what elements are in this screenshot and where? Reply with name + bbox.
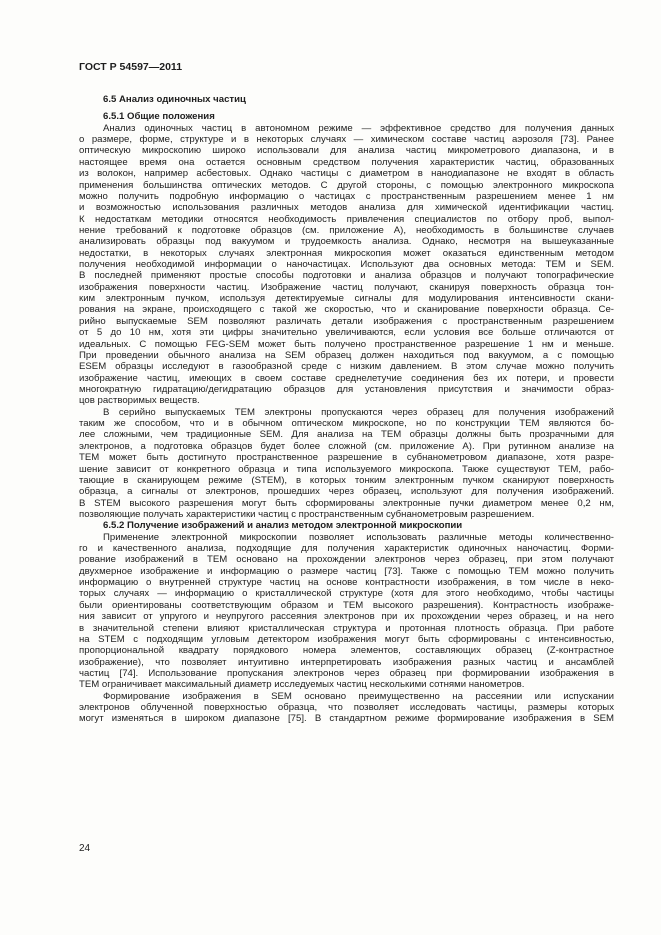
text-line: на STEM с подходящим угловым детектором изображения могут быть сформированы с интенсивностью, — [79, 633, 614, 645]
text-line: нение требований к подготовке образцов (см. приложение А), необходимость в большинстве случаев — [79, 224, 614, 236]
page-header-standard-number: ГОСТ Р 54597—2011 — [79, 61, 183, 73]
subsection-title-imaging: 6.5.2 Получение изображений и анализ методом электронной микроскопии — [103, 520, 463, 532]
text-line: ния зависит от упругого и неупругого рассеяния электронов при их прохождении через образец, и на него — [79, 611, 614, 623]
text-line: о размере, форме, структуре и в некоторых случаях — химическом составе частиц аэрозоля [73]. Ранее — [79, 134, 614, 146]
text-line: изображение), что позволяет интуитивно интерпретировать изображения разных частиц и ансамблей — [79, 656, 614, 668]
text-line: оптическую микроскопию широко использовали для анализа частиц микрометрового диапазона, и в — [79, 145, 614, 157]
text-line: рование изображений в ТЕМ основано на прохождении электронов через образец, при этом получают — [79, 554, 614, 566]
text-line: торых случаях — информацию о кристаллической структуре (хотя для этого необходимо, чтобы частицы — [79, 588, 614, 600]
text-line: ТЕМ ограничивает максимальный диаметр исследуемых частиц несколькими сотнями нанометров. — [79, 679, 525, 691]
text-line: изображение частиц, имеющих в своем составе среднелетучие соединения без их потери, и провести — [79, 372, 614, 384]
document-body — [79, 94, 614, 725]
text-line: Формирование изображения в SEM основано преимущественно на рассеянии или испускании — [103, 690, 614, 702]
section-title: 6.5 Анализ одиночных частиц — [103, 94, 246, 105]
text-line: лее сложными, чем традиционные SEM. Для анализа на ТЕМ образцы должны быть прозрачными для — [79, 429, 614, 441]
text-line: пропорциональной квадрату порядкового номера элементов, составляющих образец (Z-контрастное — [79, 645, 614, 657]
page-number: 24 — [79, 843, 91, 854]
text-line: идеальных. С помощью FEG-SEM может быть получено пространственное разрешение 1 нм и меньше. — [79, 338, 614, 350]
text-line: ТЕМ может быть достигнуто пространственное разрешение в субнанометровом диапазоне, хотя разре- — [79, 452, 614, 464]
text-line: Анализ одиночных частиц в автономном режиме — эффективное средство для получения данных — [103, 122, 614, 134]
text-line: электронов облученной поверхностью образца, что позволяет исследовать частицы, размеры которых — [79, 702, 614, 714]
text-line: могут изменяться в широком диапазоне [75]. В стандартном режиме формирование изображения в SEM — [79, 713, 614, 725]
paragraph-electron-microscopy-imaging — [79, 532, 614, 691]
text-line: применения большинства оптических методов. С другой стороны, с помощью электронного микроскопа — [79, 179, 614, 191]
paragraph-sem-imaging — [79, 691, 614, 725]
text-line: Применение электронной микроскопии позволяет использовать различные методы количественно- — [103, 531, 614, 543]
text-line: информацию о внутренней структуре частиц на основе контрастности изображения, в том числе в неко- — [79, 577, 614, 589]
text-line: шение зависит от конкретного образца и типа используемого микроскопа. Также существуют ТЕМ, рабо- — [79, 463, 614, 475]
text-line: можно получить подробную информацию о частицах с пространственным разрешением менее 1 нм — [79, 190, 614, 202]
text-line: многократную гидратацию/дегидратацию образцов для установления присутствия и значимости образ- — [79, 383, 614, 395]
text-line: частиц [74]. Использование пропускания электронов через образец при формировании изображения в — [79, 667, 614, 679]
text-line: ESEM образцы исследуют в газообразной среде с низким давлением. В этом случае можно получить — [79, 361, 614, 373]
text-line: рийно выпускаемые SEM позволяют различать детали изображения с пространственным разрешением — [79, 315, 614, 327]
text-line: образца, а сигналы от электронов, прошедших через образец, используют для получения изображений. — [79, 486, 614, 498]
text-line: от 5 до 10 нм, хотя эти цифры значительно увеличиваются, если условия все больше отличаются от — [79, 327, 614, 339]
text-line: ким электронным пучком, используя детектируемые сигналы для модулирования интенсивности скани- — [79, 293, 614, 305]
text-line: электронов, а подготовка образцов будет более сложной (см. приложение А). При рутинном анализе на — [79, 440, 614, 452]
text-line: анализировать образцы под вакуумом и трудоемкость анализа. Однако, несмотря на вышеуказанные — [79, 236, 614, 248]
text-line: были ориентированы соответствующим образом и ТЕМ высокого разрешения). Контрастность изображе- — [79, 599, 614, 611]
text-line: и возможностью использования различных методов анализа для химической идентификации частиц. — [79, 202, 614, 214]
text-line: двухмерное изображение и информацию о размере частиц [73]. Также с помощью ТЕМ можно получить — [79, 565, 614, 577]
paragraph-tem-description — [79, 407, 614, 521]
paragraph-single-particle-analysis — [79, 123, 614, 407]
text-line: изображения поверхности частиц. Изображение частиц получают, сканируя поверхность образца тон- — [79, 281, 614, 293]
text-line: го и качественного анализа, подходящие для получения характеристик одиночных наночастиц. Форми- — [79, 543, 614, 555]
text-line: При проведении обычного анализа на SEM образец должен находиться под вакуумом, а с помощью — [79, 349, 614, 361]
text-line: позволяющие получать характеристики частиц с пространственным субнанометровым разрешением. — [79, 508, 535, 520]
text-line: В последней применяют простые способы подготовки и анализа образцов и получают топографические — [79, 270, 614, 282]
text-line: недостатки, в некоторых случаях электронная микроскопия может оказаться единственным методом — [79, 247, 614, 259]
text-line: рования на экране, происходящего с такой же скоростью, что и сканирование поверхности образца. Се- — [79, 304, 614, 316]
text-line: настоящее время она остается основным средством получения характеристик частиц, образованных — [79, 156, 614, 168]
text-line: таким же способом, что и в обычном оптическом микроскопе, но по конструкции ТЕМ являются бо- — [79, 418, 614, 430]
text-line: тающие в сканирующем режиме (STEM), в которых тонким электронным пучком сканируют поверхность — [79, 474, 614, 486]
text-line: в значительной степени влияют кристаллическая структура и протонная плотность образца. При работе — [79, 622, 614, 634]
text-line: из волокон, например асбестовых. Однако частицы с диаметром в нанодиапазоне не входят в область — [79, 168, 614, 180]
text-line: получения необходимой информации о наночастицах. Используют два основных метода: ТЕМ и SEM. — [79, 259, 614, 271]
text-line: В STEM высокого разрешения могут быть сформированы электронные пучки диаметром менее 0,2 нм, — [79, 497, 614, 509]
text-line: В серийно выпускаемых ТЕМ электроны пропускаются через образец для получения изображений — [103, 406, 614, 418]
text-line: К недостаткам методики относятся необходимость привлечения специалистов по отбору проб, выпол- — [79, 213, 614, 225]
subsection-title-general: 6.5.1 Общие положения — [103, 111, 215, 123]
text-line: цов растворимых веществ. — [79, 395, 200, 407]
